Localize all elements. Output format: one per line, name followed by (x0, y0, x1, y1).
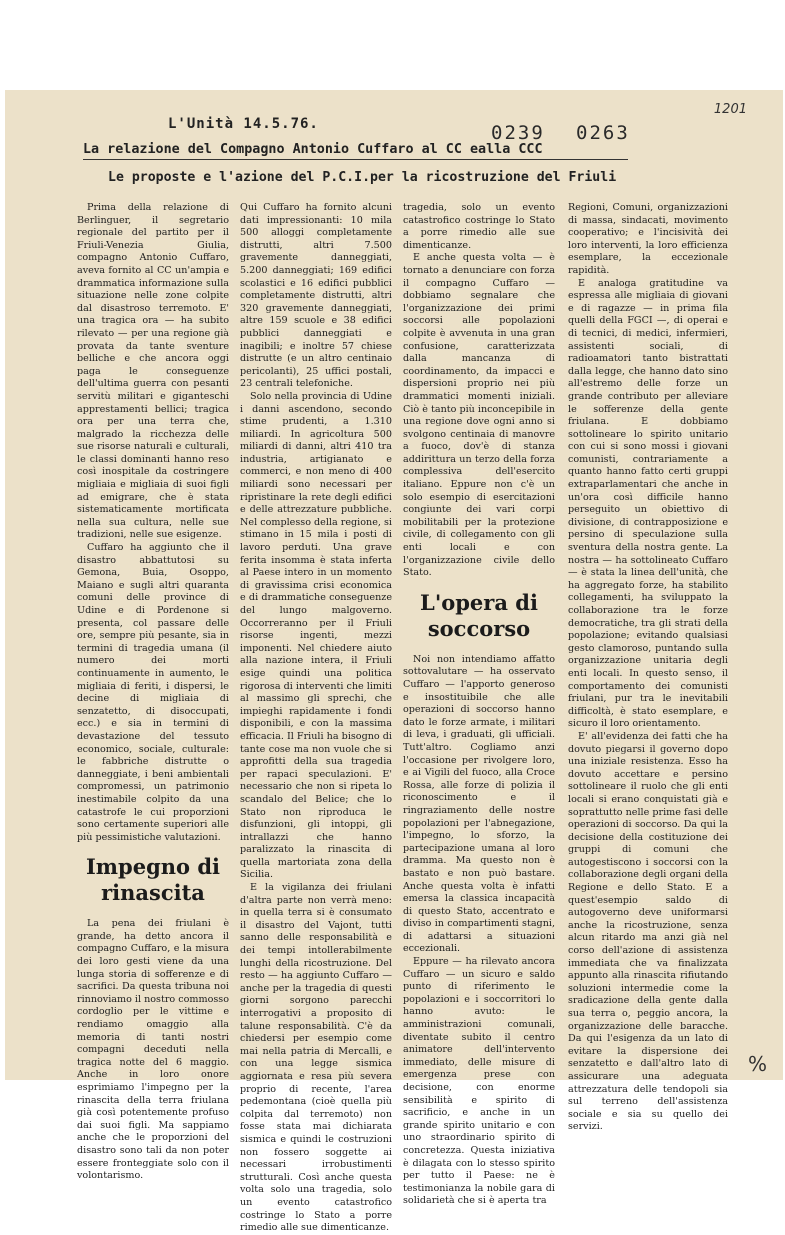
paragraph: Cuffaro ha aggiunto che il disastro abbattutosi su Gemona, Buia, Osoppo, Maiano e sugli altri quaranta comuni delle province di Udine e di Pordenone si presenta, col passare delle ore, sempre più pesante, sia in termini di tragedia umana (il numero dei morti continuamente in aumento, le migliaia di feriti, i dispersi, le decine di migliaia di senzatetto, di disoccupati, ecc.) e sia in termini di devastazione del tessuto economico, sociale, culturale: le fabbriche distrutte o danneggiate, i beni ambientali compromessi, un patrimonio inestimabile colpito da una catastrofe le cui proporzioni sono certamente superiori alle più pessimistiche valutazioni. (77, 542, 229, 843)
paragraph: Prima della relazione di Berlinguer, il segretario regionale del partito per il Friuli-Venezia Giulia, compagno Antonio Cuffaro, aveva fornito al CC un'ampia e drammatica informazione sulla situazione nelle zone colpite dal disastroso terremoto. E' una tragica ora — ha subito rilevato — per una regione già provata da tante sventure belliche e che ancora oggi paga le conseguenze dell'ultima guerra con pesanti servitù militari e giganteschi apprestamenti bellici; tragica ora per una terra che, malgrado la ricchezza delle sue risorse naturali e culturali, le classi dominanti hanno reso così inospitale da costringere migliaia e migliaia di suoi figli ad emigrare, che è stata sistematicamente mortificata nella sua cultura, nelle sue tradizioni, nelle sue esigenze. (77, 202, 229, 541)
article-column-1 (77, 202, 229, 1182)
paragraph: tragedia, solo un evento catastrofico costringe lo Stato a porre rimedio alle sue dimenticanze. (403, 202, 555, 251)
paragraph: Eppure — ha rilevato ancora Cuffaro — un sicuro e saldo punto di riferimento le popolazioni e i soccorritori lo hanno avuto: le amministrazioni comunali, diventate subito il centro animatore dell'intervento immediato, delle misure di emergenza prese con decisione, con enorme sensibilità e spirito di sacrificio, e anche in un grande spirito unitario e con uno straordinario spirito di concretezza. Questa iniziativa è dilagata con lo stesso spirito per tutto il Paese: ne è testimonianza la nobile gara di solidarietà che si è aperta tra (403, 956, 555, 1207)
paragraph: E la vigilanza dei friulani d'altra parte non verrà meno: in quella terra si è consumato il disastro del Vajont, tutti sanno delle responsabilità e dei tempi intollerabilmente lunghi della ricostruzione. Del resto — ha aggiunto Cuffaro — anche per la tragedia di questi giorni sorgono parecchi interrogativi a proposito di talune responsabilità. C'è da chiedersi per esempio come mai nella patria di Mercalli, e con una legge sismica aggiornata e resa più severa proprio di recente, l'area pedemontana (cioè quella più colpita dal terremoto) non fosse stata mai dichiarata sismica e quindi le costruzioni non fossero soggette ai necessari irrobustimenti strutturali. Così anche questa volta solo una tragedia, solo un evento catastrofico costringe lo Stato a porre rimedio alle sue dimenticanze. (240, 882, 392, 1234)
archive-stamp-number-1: 0239 (491, 122, 545, 144)
article-column-4 (568, 202, 728, 1133)
paragraph: E analoga gratitudine va espressa alle migliaia di giovani e di ragazze — in prima fila quelli della FGCI —, di operai e di tecnici, di medici, infermieri, assistenti sociali, di radioamatori tanto bistrattati dalla legge, che hanno dato sino all'estremo delle forze un grande contributo per alleviare le sofferenze della gente friulana. E dobbiamo sottolineare lo spirito unitario con cui si sono mossi i giovani comunisti, contrariamente a quanto hanno fatto certi gruppi extraparlamentari che anche in un'ora così difficile hanno perseguito un obiettivo di divisione, di contrapposizione e persino di speculazione sulla sventura della nostra gente. La nostra — ha sottolineato Cuffaro — è stata la linea dell'unità, che ha aggregato forze, ha stabilito collegamenti, ha sviluppato la collaborazione tra le forze democratiche, tra gli strati della popolazione; evitando qualsiasi gesto clamoroso, puntando sulla organizzazione unitaria degli enti locali. In questo senso, il comportamento dei comunisti friulani, pur tra le inevitabili difficoltà, è stato esemplare, e sicuro il loro orientamento. (568, 277, 728, 730)
subheadline: Le proposte e l'azione del P.C.I.per la ricostruzione del Friuli (108, 170, 617, 185)
article-column-3 (403, 202, 555, 1207)
newspaper-clipping (5, 90, 783, 1234)
corner-mark: % (747, 1052, 767, 1076)
section-heading-impegno: Impegno di rinascita (85, 854, 221, 906)
archive-stamp-number-2: 0263 (576, 122, 630, 144)
headline: La relazione del Compagno Antonio Cuffaro al CC ealla CCC (83, 142, 628, 160)
paragraph: Noi non intendiamo affatto sottovalutare — ha osservato Cuffaro — l'apporto generoso e insostituibile che alle operazioni di soccorso hanno dato le forze armate, i militari di leva, i graduati, gli ufficiali. Tutt'altro. Cogliamo anzi l'occasione per rivolgere loro, e ai Vigili del fuoco, alla Croce Rossa, alle forze di polizia il riconoscimento e il ringraziamento delle nostre popolazioni per l'abnegazione, l'impegno, lo sforzo, la partecipazione umana al loro dramma. Ma questo non è bastato e non può bastare. Anche questa volta è infatti emersa la classica incapacità di questo Stato, accentrato e diviso in compartimenti stagni, di adattarsi a situazioni eccezionali. (403, 653, 555, 955)
paragraph: Regioni, Comuni, organizzazioni di massa, sindacati, movimento cooperativo; e l'incisività dei loro interventi, la loro efficienza esemplare, la eccezionale rapidità. (568, 202, 728, 276)
paragraph: E anche questa volta — è tornato a denunciare con forza il compagno Cuffaro — dobbiamo segnalare che l'organizzazione dei primi soccorsi alle popolazioni colpite è avvenuta in una gran confusione, caratterizzata dalla mancanza di coordinamento, da impacci e dispersioni proprio nei più drammatici momenti iniziali. Ciò è tanto più inconcepibile in una regione dove ogni anno si svolgono centinaia di manovre a fuoco, dov'è di stanza addirittura un terzo della forza complessiva dell'esercito italiano. Eppure non c'è un solo esempio di esercitazioni congiunte dei vari corpi mobilitabili per la protezione civile, di collegamento con gli enti locali e con l'organizzazione civile dello Stato. (403, 252, 555, 579)
section-heading-soccorso: L'opera di soccorso (420, 589, 538, 641)
handwritten-page-number: 1201 (713, 102, 747, 117)
source-and-date: L'Unità 14.5.76. (168, 116, 319, 132)
paragraph: E' all'evidenza dei fatti che ha dovuto piegarsi il governo dopo una iniziale resistenza. Esso ha dovuto accettare e persino sottolineare il ruolo che gli enti locali si erano conquistati già e soprattutto nelle prime fasi delle operazioni di soccorso. Da qui la decisione della costituzione dei gruppi di comuni che autogestiscono i soccorsi con la collaborazione degli organi della Regione e dello Stato. E a quest'esempio saldo di autogoverno deve uniformarsi anche la ricostruzione, senza alcun ritardo ma anzi già nel corso dell'azione di assistenza immediata che va finalizzata appunto alla rinascita rifiutando soluzioni intermedie come la sradicazione della gente dalla sua terra o, peggio ancora, la organizzazione delle baracche. Da qui l'esigenza da un lato di evitare la dispersione dei senzatetto e dall'altro lato di assicurare una adeguata attrezzatura delle tendopoli sia sul terreno dell'assistenza sociale e sia su quello dei servizi. (568, 730, 728, 1133)
paragraph: La pena dei friulani è grande, ha detto ancora il compagno Cuffaro, e la misura dei loro gesti viene da una lunga storia di sofferenze e di sacrifici. Da questa tribuna noi rinnoviamo il nostro commosso cordoglio per le vittime e rendiamo omaggio alla memoria di tanti nostri compagni deceduti nella tragica notte del 6 maggio. Anche in loro onore esprimiamo l'impegno per la rinascita della terra friulana già così potentemente profuso dai suoi figli. Ma sappiamo anche che le proporzioni del disastro sono tali da non poter essere fronteggiate solo con il volontarismo. (77, 918, 229, 1182)
article-column-2 (240, 202, 393, 1234)
paragraph: Qui Cuffaro ha fornito alcuni dati impressionanti: 10 mila 500 alloggi completamente distrutti, altri 7.500 gravemente danneggiati, 5.200 danneggiati; 169 edifici scolastici e 16 edifici pubblici completamente distrutti, altri 320 gravemente danneggiati, altre 159 scuole e 38 edifici pubblici danneggiati e inagibili; e inoltre 57 chiese distrutte (e un altro centinaio pericolanti), 25 uffici postali, 23 centrali telefoniche. (240, 202, 392, 390)
paragraph: Solo nella provincia di Udine i danni ascendono, secondo stime prudenti, a 1.310 miliardi. In agricoltura 500 miliardi di danni, altri 410 tra industria, artigianato e commerci, e non meno di 400 miliardi sono necessari per ripristinare la rete degli edifici e delle attrezzature pubbliche. Nel complesso della regione, si stimano in 15 mila i posti di lavoro perduti. Una grave ferita insomma è stata inferta al Paese intero in un momento di gravissima crisi economica e di drammatiche conseguenze del lungo malgoverno. Occorreranno per il Friuli risorse ingenti, mezzi imponenti. Nel chiedere aiuto alla nazione intera, il Friuli esige quindi una politica rigorosa di interventi che limiti al massimo gli sprechi, che impieghi rapidamente i fondi disponibili, e con la massima efficacia. Il Friuli ha bisogno di tante cose ma non vuole che si approfitti della sua tragedia per rapaci speculazioni. E' necessario che non si ripeta lo scandalo del Belice; che lo Stato non riproduca le disfunzioni, gli intoppi, gli intrallazzi che hanno paralizzato la rinascita di quella martoriata zona della Sicilia. (240, 390, 393, 881)
article-body (77, 202, 728, 1234)
